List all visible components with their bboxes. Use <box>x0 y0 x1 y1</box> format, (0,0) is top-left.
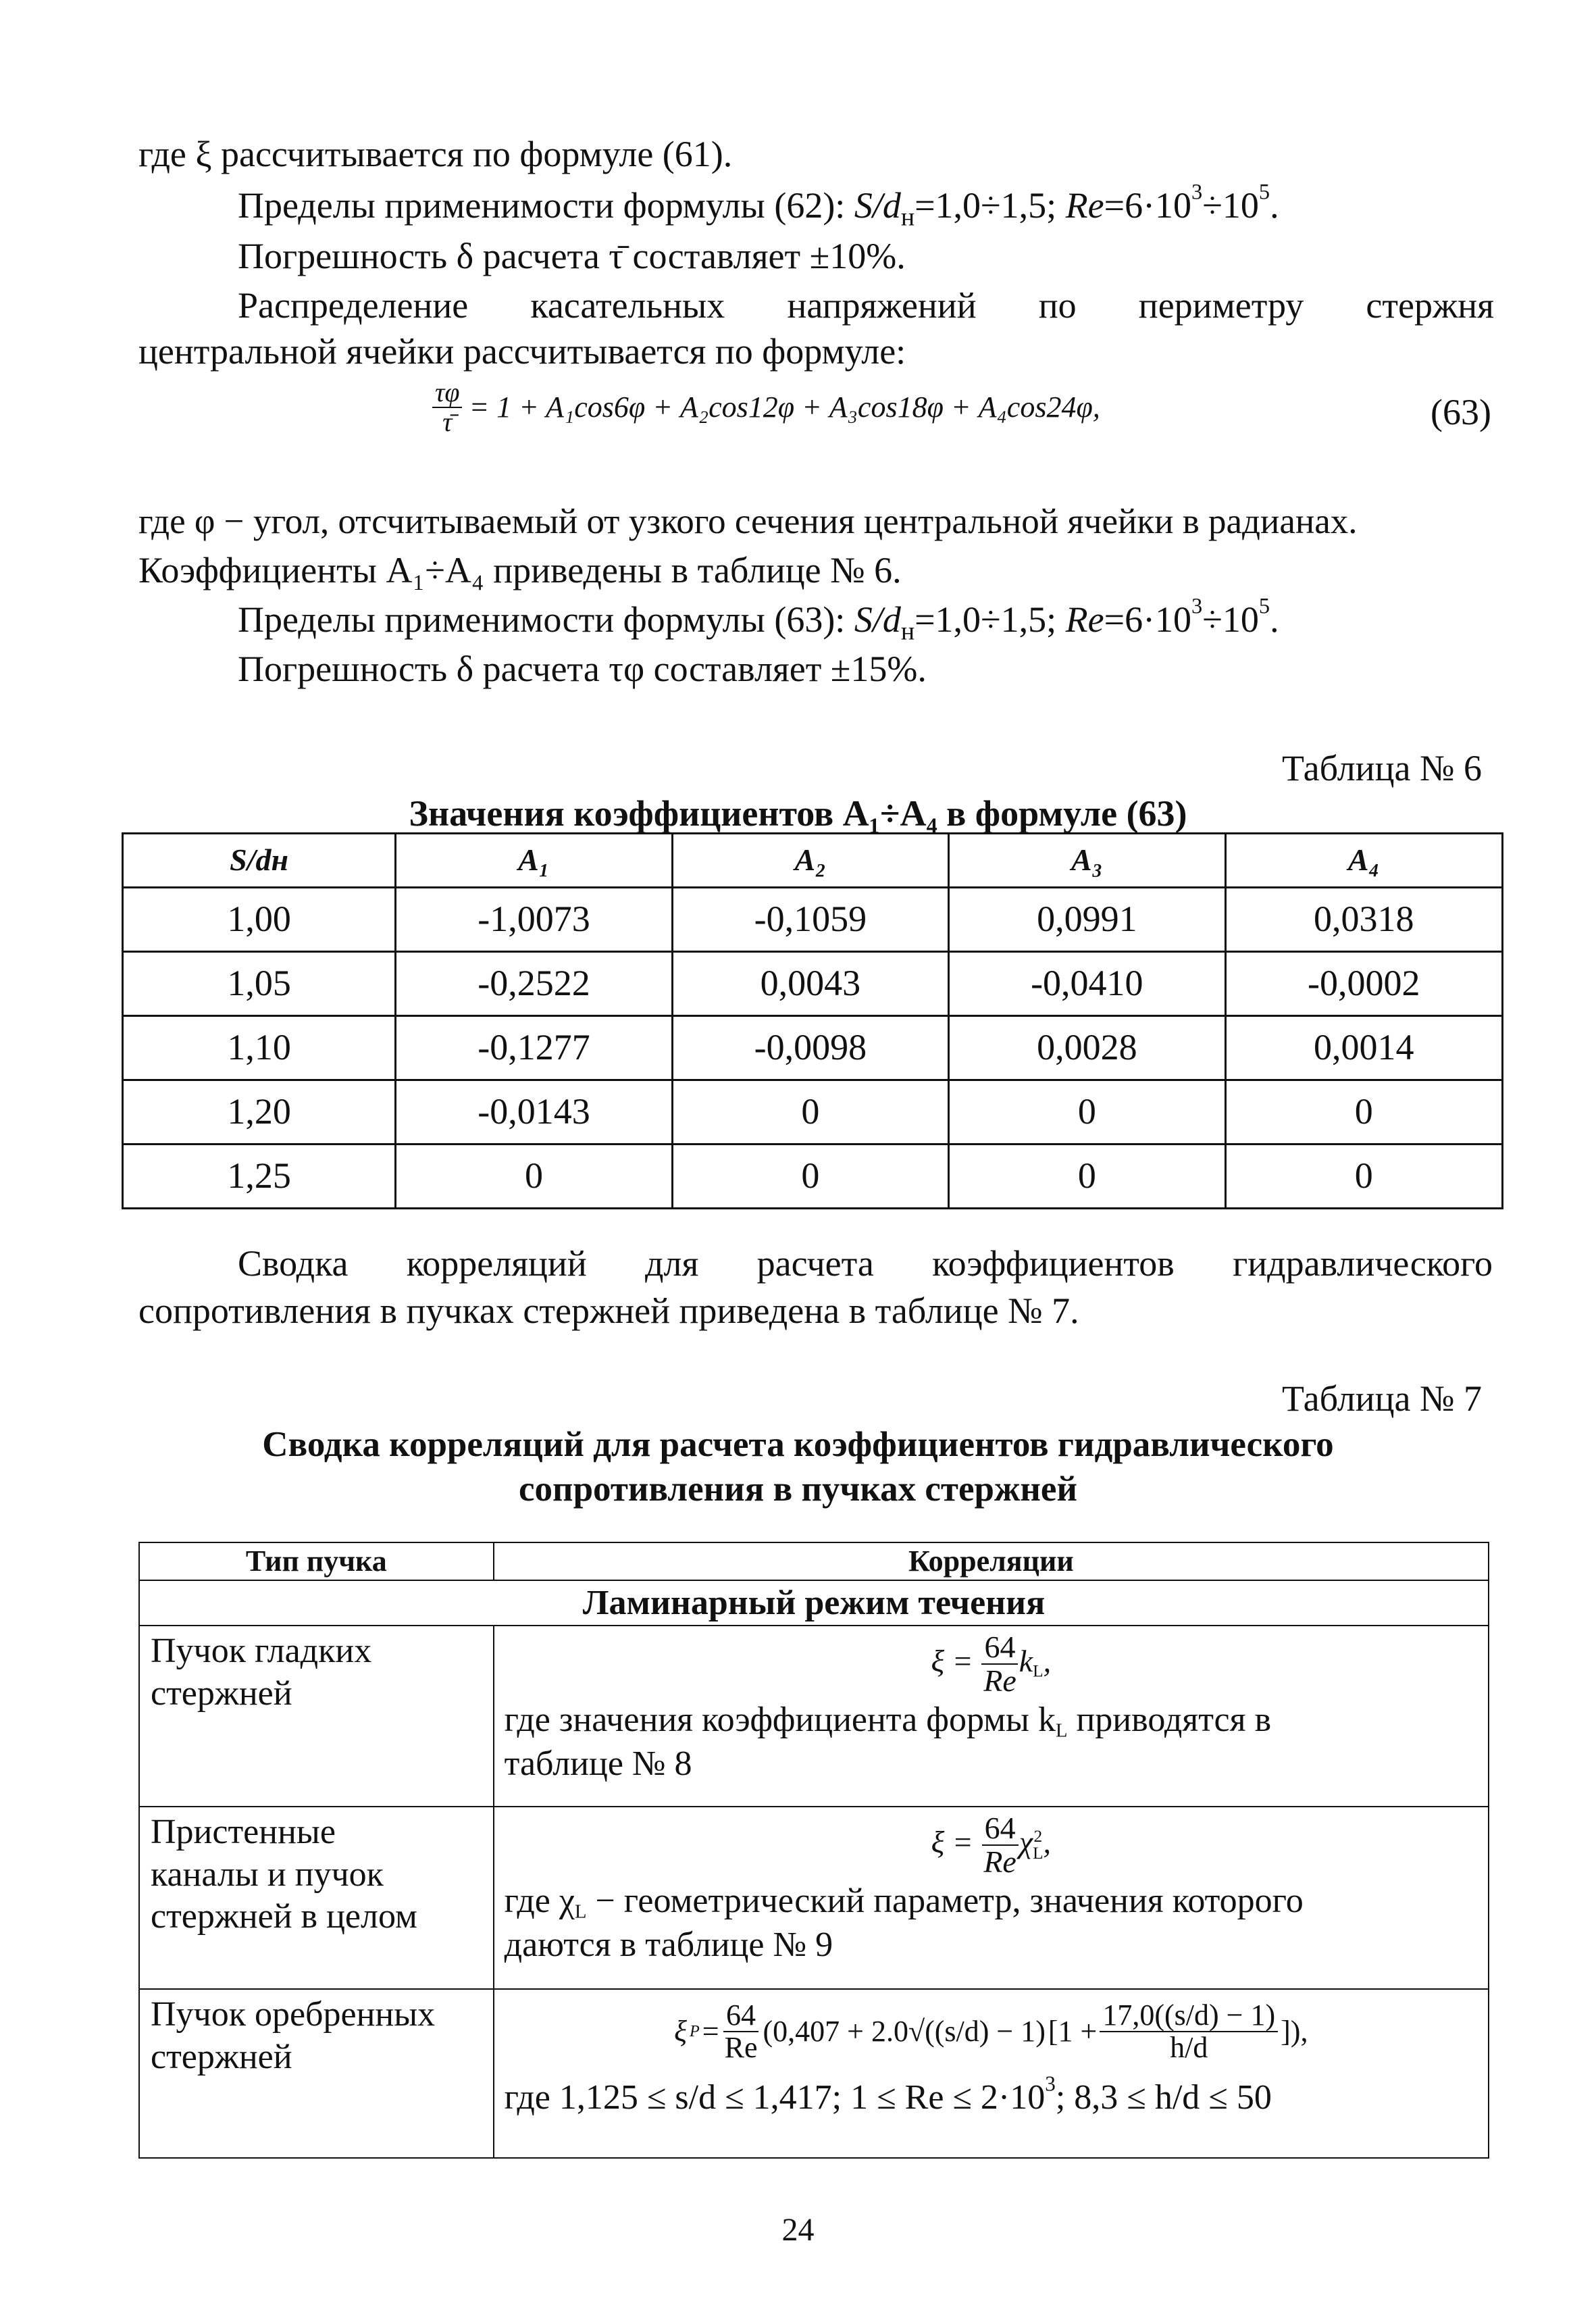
correlations-table <box>138 1542 1489 2159</box>
column-header: Корреляции <box>494 1542 1489 1580</box>
table-row <box>123 952 1503 1016</box>
table-label: Таблица № 7 <box>1282 1378 1482 1419</box>
table-cell: -0,1059 <box>672 888 948 952</box>
column-header: A₁ <box>396 834 672 888</box>
column-header: S/dн <box>123 834 396 888</box>
table-row <box>123 1016 1503 1080</box>
equation-number: (63) <box>1431 392 1491 432</box>
text-line: сопротивления в пучках стержней приведена в таблице № 7. <box>138 1290 1079 1331</box>
table-cell: -0,0098 <box>672 1016 948 1080</box>
table-cell: 0,0043 <box>672 952 948 1016</box>
table-title: Сводка корреляций для расчета коэффициентов гидравлического <box>262 1425 1334 1464</box>
table-row <box>139 1626 1489 1807</box>
text-line: Сводка корреляций для расчета коэффициентов гидравлического <box>238 1243 1493 1284</box>
table-cell: -0,0002 <box>1225 952 1502 1016</box>
table-cell: 0,0318 <box>1225 888 1502 952</box>
formula: ξ = $\frac{64}{Re}$ $k_L$, <box>931 1630 1052 1699</box>
table-title: Значения коэффициентов A₁÷A₄ в формуле (63) <box>409 793 1187 834</box>
page-number: 24 <box>781 2212 815 2248</box>
table-cell: 0,0014 <box>1225 1016 1502 1080</box>
table-row <box>123 888 1503 952</box>
formula-note: где значения коэффициента формы $k_L$ приводятся в <box>504 1700 1272 1742</box>
formula: ξ P = $\frac{64}{Re}$ (0,407 + 2.0√((s/d) − 1) [1 + $\frac{17,0((s/d) - 1)}{h/d}$ ]), <box>674 1998 1308 2065</box>
table-cell: 0 <box>1225 1080 1502 1145</box>
coefficients-table <box>122 832 1503 1209</box>
table-cell: 1,20 <box>123 1080 396 1145</box>
text-line: Пределы применимости формулы (62): $S/d_н=1,0\div 1,5$; $Re=6\cdot 10^3\div 10^5$. <box>238 180 1279 232</box>
table-cell: -0,0143 <box>396 1080 672 1145</box>
table-cell: 0 <box>672 1080 948 1145</box>
table-row <box>123 1145 1503 1209</box>
table-cell: -0,2522 <box>396 952 672 1016</box>
table-cell: 1,00 <box>123 888 396 952</box>
table-cell: 1,05 <box>123 952 396 1016</box>
correlation-cell <box>494 1807 1489 1989</box>
formula: ξ = $\frac{64}{Re}$ χ 2 L , <box>931 1811 1052 1880</box>
formula-note: таблице № 8 <box>504 1744 692 1783</box>
table-cell: 0 <box>949 1080 1225 1145</box>
table-cell: 0,0028 <box>949 1016 1225 1080</box>
table-cell: 1,25 <box>123 1145 396 1209</box>
table-cell: 0 <box>672 1145 948 1209</box>
equation-63: $\frac{\tau\varphi}{\taū}$ = 1 + A₁cos6φ + A₂cos12φ + A₃cos18φ + A₄cos24φ, <box>432 378 1100 436</box>
text-line: где φ − угол, отсчитываемый от узкого сечения центральной ячейки в радианах. <box>138 502 1358 541</box>
table-cell: 0 <box>949 1145 1225 1209</box>
table-cell: -0,1277 <box>396 1016 672 1080</box>
table-label: Таблица № 6 <box>1282 748 1482 788</box>
table-row <box>123 1080 1503 1145</box>
formula-note: где 1,125 ≤ s/d ≤ 1,417; $1 \le Re \le 2\cdot 10^3$; 8,3 ≤ h/d ≤ 50 <box>504 2071 1272 2117</box>
column-header: A₃ <box>949 834 1225 888</box>
table-cell: -1,0073 <box>396 888 672 952</box>
table-row <box>139 1807 1489 1989</box>
table-section-row <box>139 1580 1489 1626</box>
table-cell: 0 <box>1225 1145 1502 1209</box>
formula-note: где $\chi_L$ − геометрический параметр, значения которого <box>504 1881 1304 1923</box>
table-cell: 0 <box>396 1145 672 1209</box>
section-header: Ламинарный режим течения <box>139 1580 1489 1626</box>
table-header-row <box>123 834 1503 888</box>
table-cell: 0,0991 <box>949 888 1225 952</box>
bundle-type-cell: Пучок гладких стержней <box>139 1626 494 1807</box>
bundle-type-cell: Пристенные каналы и пучок стержней в целом <box>139 1807 494 1989</box>
text-line: Погрешность δ расчета τφ составляет ±15%. <box>238 649 927 689</box>
text-line: где ξ рассчитывается по формуле (61). <box>138 134 733 174</box>
text-line: Коэффициенты A₁÷A₄ приведены в таблице № 6. <box>138 550 902 590</box>
table-cell: 1,10 <box>123 1016 396 1080</box>
table-cell: -0,0410 <box>949 952 1225 1016</box>
text-line: центральной ячейки рассчитывается по формуле: <box>138 331 906 372</box>
text-line: Погрешность δ расчета τ̄ составляет ±10%. <box>238 236 906 276</box>
table-row <box>139 1989 1489 2158</box>
table-title: сопротивления в пучках стержней <box>519 1469 1077 1509</box>
text-line: Распределение касательных напряжений по периметру стержня <box>238 285 1494 326</box>
column-header: Тип пучка <box>139 1542 494 1580</box>
bundle-type-cell: Пучок оребренных стержней <box>139 1989 494 2158</box>
column-header: A₄ <box>1225 834 1502 888</box>
column-header: A₂ <box>672 834 948 888</box>
table-header-row <box>139 1542 1489 1580</box>
formula-note: даются в таблице № 9 <box>504 1925 833 1964</box>
correlation-cell <box>494 1989 1489 2158</box>
text-line: Пределы применимости формулы (63): $S/d_н=1,0\div 1,5$; $Re=6\cdot 10^3\div 10^5$. <box>238 594 1279 646</box>
correlation-cell <box>494 1626 1489 1807</box>
